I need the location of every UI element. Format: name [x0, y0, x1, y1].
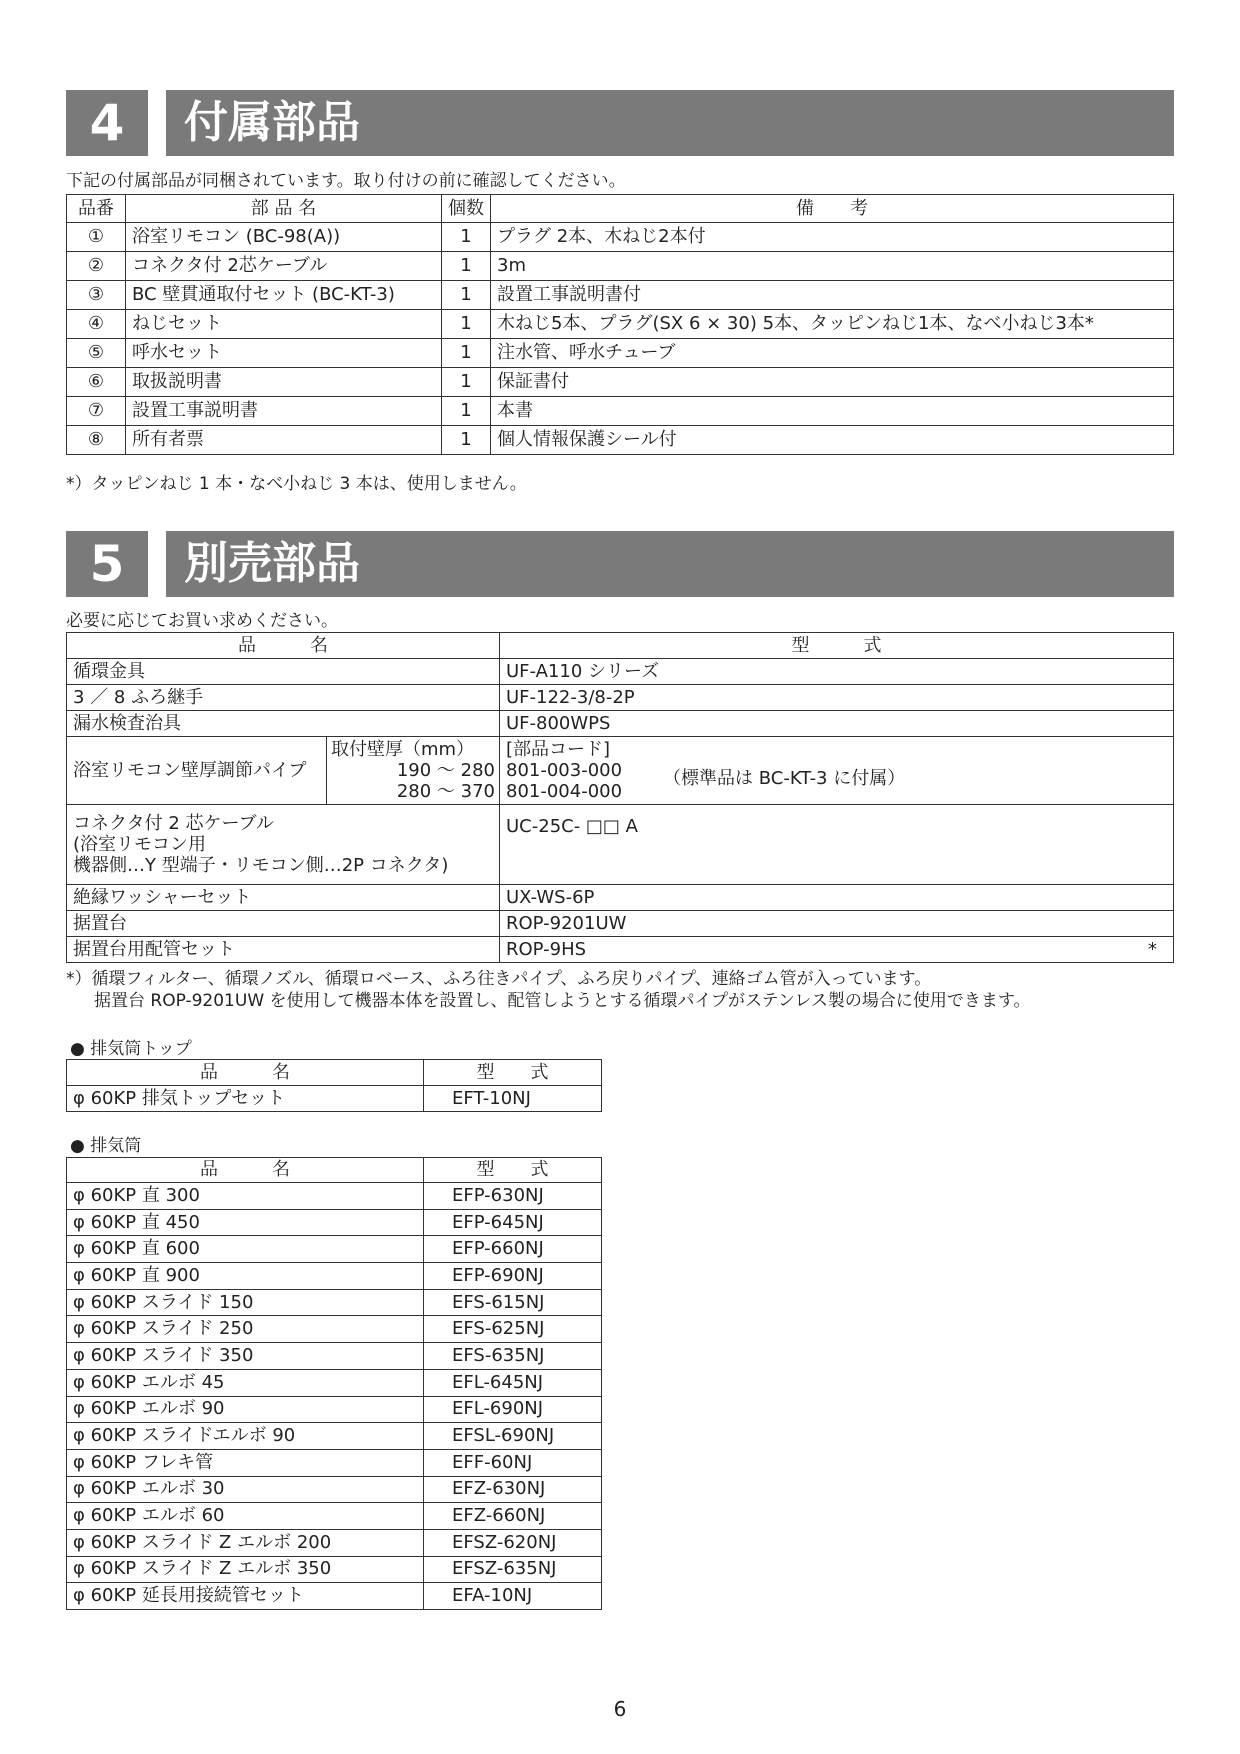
- remarks: 保証書付: [491, 368, 1174, 397]
- part-name: ねじセット: [126, 310, 442, 339]
- header-qty: 個数: [442, 195, 491, 223]
- remarks: 3m: [491, 252, 1174, 281]
- part-model: EFT-10NJ: [424, 1086, 602, 1112]
- table-row: [67, 1316, 602, 1343]
- part-name: φ 60KP エルボ 45: [67, 1369, 424, 1396]
- table-row: [67, 1503, 602, 1530]
- table-row: [67, 397, 1174, 426]
- table-row: [67, 885, 1174, 911]
- table-row: [67, 1396, 602, 1423]
- part-model: EFA-10NJ: [424, 1583, 602, 1610]
- table-row: [67, 223, 1174, 252]
- part-name: 循環金具: [67, 659, 500, 685]
- item-number: ⑧: [67, 426, 126, 455]
- pipe-name: 浴室リモコン壁厚調節パイプ: [67, 737, 327, 805]
- section-5-title: 別売部品: [166, 531, 1174, 597]
- cable-line-3: 機器側…Y 型端子・リモコン側…2P コネクタ): [73, 855, 449, 876]
- part-model: EFP-690NJ: [424, 1263, 602, 1290]
- remarks: 設置工事説明書付: [491, 281, 1174, 310]
- item-number: ③: [67, 281, 126, 310]
- part-name: 設置工事説明書: [126, 397, 442, 426]
- section-4-footnote: *）タッピンねじ 1 本・なべ小ねじ 3 本は、使用しません。: [66, 474, 527, 494]
- part-name: 漏水検査治具: [67, 711, 500, 737]
- part-name: φ 60KP スライド Z エルボ 350: [67, 1556, 424, 1583]
- section-5-footnote-2: 据置台 ROP-9201UW を使用して機器本体を設置し、配管しようとする循環パイプがステンレス製の場合に使用できます。: [94, 991, 1031, 1011]
- part-model: EFS-625NJ: [424, 1316, 602, 1343]
- table-row: [67, 1476, 602, 1503]
- section-5-number: 5: [66, 531, 148, 597]
- part-name: φ 60KP 直 600: [67, 1236, 424, 1263]
- pipe-code-cell: [500, 737, 1174, 805]
- part-name: 浴室リモコン (BC-98(A)): [126, 223, 442, 252]
- table-row-cable: [67, 805, 1174, 885]
- part-model: EFP-645NJ: [424, 1209, 602, 1236]
- table-header-row: [67, 1158, 602, 1183]
- section-4-intro: 下記の付属部品が同梱されています。取り付けの前に確認してください。: [66, 171, 626, 191]
- part-name: φ 60KP フレキ管: [67, 1449, 424, 1476]
- part-model: EFF-60NJ: [424, 1449, 602, 1476]
- part-model: EFL-690NJ: [424, 1396, 602, 1423]
- quantity: 1: [442, 310, 491, 339]
- table-row-pipe: [67, 737, 1174, 805]
- part-name: 所有者票: [126, 426, 442, 455]
- section-5-header: [66, 531, 1174, 597]
- remarks: 本書: [491, 397, 1174, 426]
- item-number: ⑥: [67, 368, 126, 397]
- footnote-mark: *: [1148, 938, 1157, 960]
- part-model: EFSZ-635NJ: [424, 1556, 602, 1583]
- part-model: EFS-635NJ: [424, 1343, 602, 1370]
- header-model: 型 式: [500, 633, 1174, 659]
- part-model: EFP-660NJ: [424, 1236, 602, 1263]
- remarks: 個人情報保護シール付: [491, 426, 1174, 455]
- part-name: 据置台: [67, 911, 500, 937]
- table-row: [67, 1289, 602, 1316]
- table-row: [67, 1369, 602, 1396]
- cable-line-1: コネクタ付 2 芯ケーブル: [73, 813, 274, 834]
- remarks: 木ねじ5本、プラグ(SX 6 × 30) 5本、タッピンねじ1本、なべ小ねじ3本*: [491, 310, 1174, 339]
- part-name: φ 60KP 排気トップセット: [67, 1086, 424, 1112]
- part-name: φ 60KP 直 300: [67, 1183, 424, 1210]
- quantity: 1: [442, 252, 491, 281]
- part-model: EFSL-690NJ: [424, 1423, 602, 1450]
- header-model: 型 式: [424, 1060, 602, 1086]
- exhaust-top-table: [66, 1059, 602, 1112]
- part-model: ROP-9201UW: [500, 911, 1174, 937]
- section-4-number: 4: [66, 90, 148, 156]
- table-row: [67, 252, 1174, 281]
- part-model-cell: [500, 937, 1174, 963]
- part-model: EFZ-630NJ: [424, 1476, 602, 1503]
- part-model: EFP-630NJ: [424, 1183, 602, 1210]
- part-name: φ 60KP スライド 150: [67, 1289, 424, 1316]
- part-model: EFL-645NJ: [424, 1369, 602, 1396]
- exhaust-top-heading: ● 排気筒トップ: [70, 1039, 192, 1059]
- part-name: φ 60KP スライド 250: [67, 1316, 424, 1343]
- header-model: 型 式: [424, 1158, 602, 1183]
- table-row: [67, 937, 1174, 963]
- section-5-intro: 必要に応じてお買い求めください。: [66, 611, 338, 631]
- part-model: EFZ-660NJ: [424, 1503, 602, 1530]
- table-row: [67, 1343, 602, 1370]
- part-model: EFSZ-620NJ: [424, 1529, 602, 1556]
- table-row: [67, 1529, 602, 1556]
- part-name: BC 壁貫通取付セット (BC-KT-3): [126, 281, 442, 310]
- table-header-row: [67, 195, 1174, 223]
- exhaust-pipe-heading: ● 排気筒: [70, 1136, 142, 1156]
- table-row: [67, 339, 1174, 368]
- part-name: φ 60KP エルボ 30: [67, 1476, 424, 1503]
- table-row: [67, 711, 1174, 737]
- table-row: [67, 659, 1174, 685]
- part-name: φ 60KP スライド 350: [67, 1343, 424, 1370]
- cable-name-cell: [67, 805, 500, 885]
- table-row: [67, 1209, 602, 1236]
- part-name: 取扱説明書: [126, 368, 442, 397]
- table-row: [67, 1556, 602, 1583]
- table-row: [67, 310, 1174, 339]
- part-model: UF-122-3/8-2P: [500, 685, 1174, 711]
- quantity: 1: [442, 281, 491, 310]
- part-name: φ 60KP 延長用接続管セット: [67, 1583, 424, 1610]
- pipe-remark: （標準品は BC-KT-3 に付属）: [663, 768, 906, 789]
- cable-line-2: (浴室リモコン用: [73, 834, 207, 855]
- quantity: 1: [442, 368, 491, 397]
- page-number: 6: [613, 1697, 627, 1721]
- table-row: [67, 911, 1174, 937]
- part-model: EFS-615NJ: [424, 1289, 602, 1316]
- part-name: φ 60KP 直 450: [67, 1209, 424, 1236]
- section-4-title: 付属部品: [166, 90, 1174, 156]
- thickness-range-2: 280 ～ 370: [396, 781, 495, 802]
- table-row: [67, 1236, 602, 1263]
- part-name: 3 ／ 8 ふろ継手: [67, 685, 500, 711]
- part-model: ROP-9HS: [506, 938, 587, 960]
- section-5-footnote-1: *）循環フィルター、循環ノズル、循環ロベース、ふろ往きパイプ、ふろ戻りパイプ、連絡ゴム管が入っています。: [66, 969, 932, 989]
- code-1: 801-003-000: [506, 760, 623, 781]
- table-row: [67, 281, 1174, 310]
- part-model: UF-800WPS: [500, 711, 1174, 737]
- part-name: φ 60KP エルボ 60: [67, 1503, 424, 1530]
- part-name: 呼水セット: [126, 339, 442, 368]
- exhaust-pipe-table: [66, 1157, 602, 1610]
- item-number: ②: [67, 252, 126, 281]
- table-row: [67, 1263, 602, 1290]
- table-header-row: [67, 633, 1174, 659]
- header-name: 品 名: [67, 633, 500, 659]
- table-row: [67, 368, 1174, 397]
- table-row: [67, 685, 1174, 711]
- header-remarks: 備 考: [491, 195, 1174, 223]
- item-number: ①: [67, 223, 126, 252]
- table-row: [67, 1449, 602, 1476]
- quantity: 1: [442, 426, 491, 455]
- header-name: 品 名: [67, 1158, 424, 1183]
- section-4-header: [66, 90, 1174, 156]
- quantity: 1: [442, 339, 491, 368]
- remarks: プラグ 2本、木ねじ2本付: [491, 223, 1174, 252]
- quantity: 1: [442, 397, 491, 426]
- item-number: ⑦: [67, 397, 126, 426]
- table-row: [67, 1086, 602, 1112]
- quantity: 1: [442, 223, 491, 252]
- part-name: φ 60KP スライドエルボ 90: [67, 1423, 424, 1450]
- thickness-range-1: 190 ～ 280: [396, 760, 495, 781]
- thickness-label: 取付壁厚（mm）: [331, 739, 475, 760]
- part-name: 据置台用配管セット: [67, 937, 500, 963]
- header-part-name: 部 品 名: [126, 195, 442, 223]
- table-row: [67, 1423, 602, 1450]
- part-name: φ 60KP スライド Z エルボ 200: [67, 1529, 424, 1556]
- table-row: [67, 1583, 602, 1610]
- part-name: φ 60KP 直 900: [67, 1263, 424, 1290]
- header-item-no: 品番: [67, 195, 126, 223]
- part-name: φ 60KP エルボ 90: [67, 1396, 424, 1423]
- pipe-thickness-cell: [327, 737, 500, 805]
- item-number: ⑤: [67, 339, 126, 368]
- cable-model: UC-25C- □□ A: [500, 805, 1174, 885]
- remarks: 注水管、呼水チューブ: [491, 339, 1174, 368]
- part-name: 絶縁ワッシャーセット: [67, 885, 500, 911]
- code-label: [部品コード]: [506, 739, 611, 760]
- table-row: [67, 1183, 602, 1210]
- part-name: コネクタ付 2芯ケーブル: [126, 252, 442, 281]
- table-row: [67, 426, 1174, 455]
- part-model: UF-A110 シリーズ: [500, 659, 1174, 685]
- part-model: UX-WS-6P: [500, 885, 1174, 911]
- optional-parts-table: [66, 632, 1174, 963]
- header-name: 品 名: [67, 1060, 424, 1086]
- table-header-row: [67, 1060, 602, 1086]
- item-number: ④: [67, 310, 126, 339]
- accessories-table: [66, 194, 1174, 455]
- code-2: 801-004-000: [506, 781, 623, 802]
